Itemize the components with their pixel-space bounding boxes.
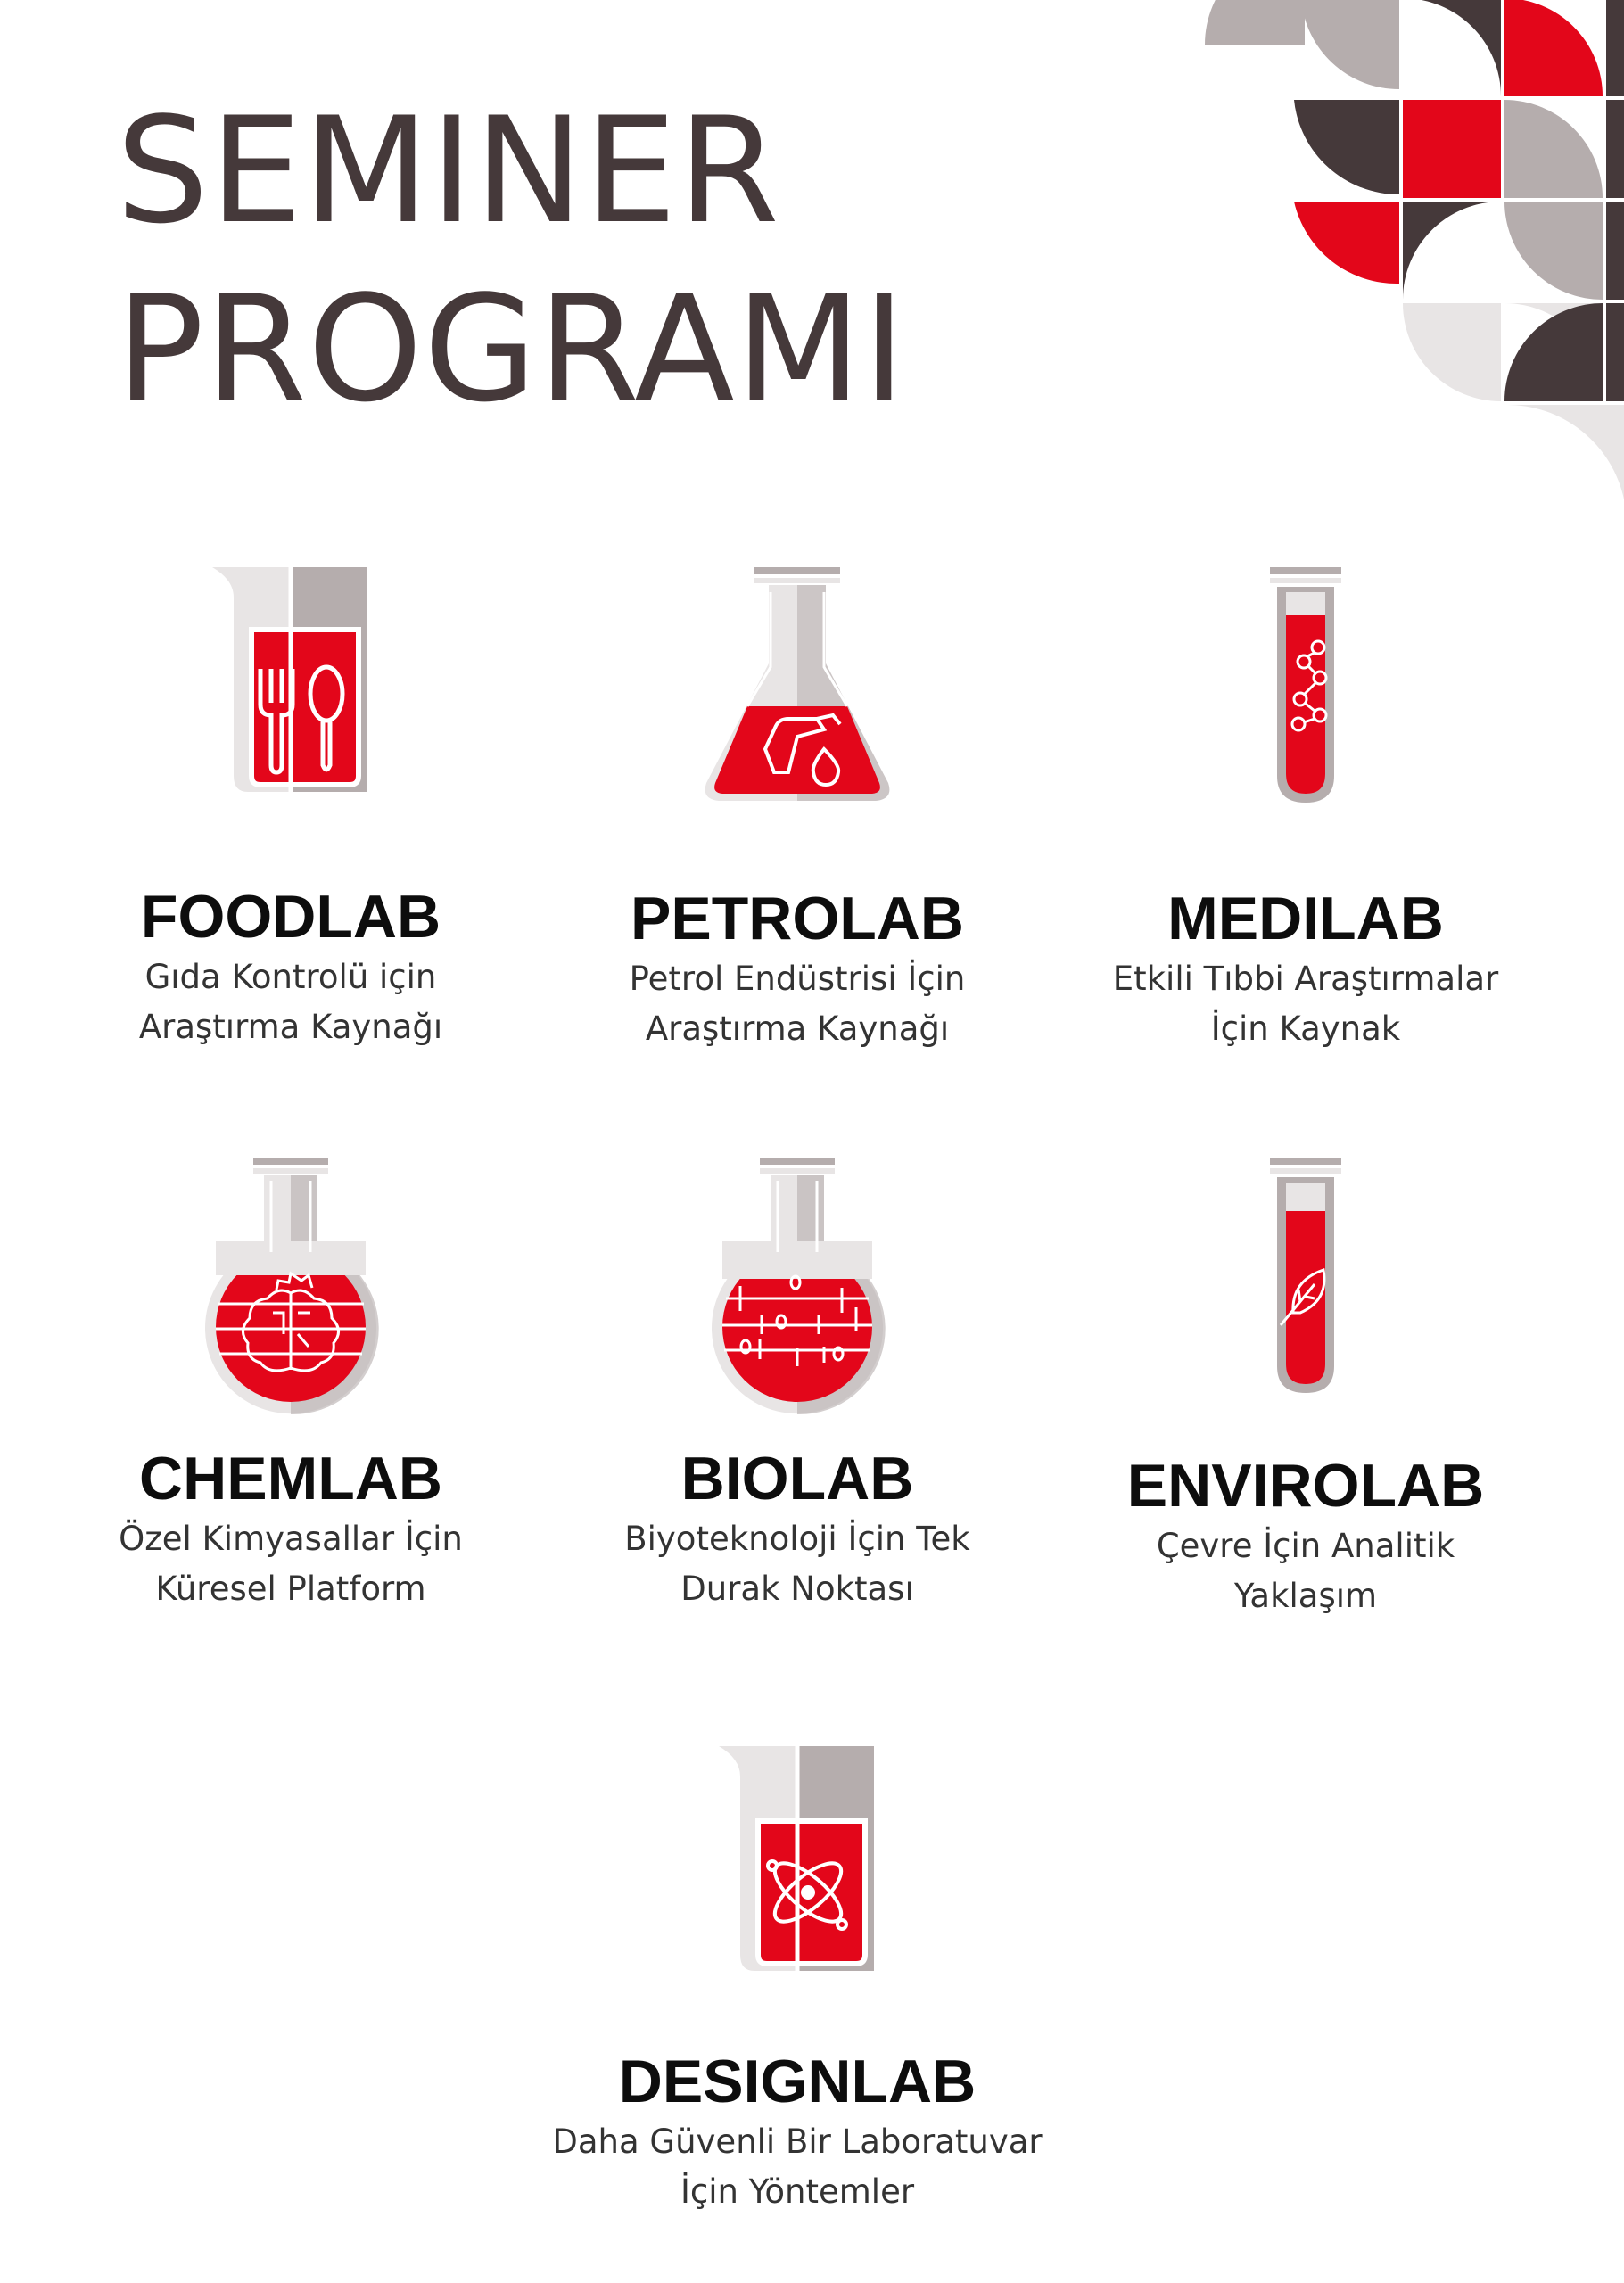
lab-name: DESIGNLAB [618, 2048, 977, 2115]
lab-description [1056, 954, 1555, 1054]
lab-description-line: Çevre İçin Analitik [1156, 1527, 1455, 1565]
round-flask-binary-icon [708, 1156, 886, 1418]
beaker-atom-icon [708, 1741, 886, 1973]
lab-name: BIOLAB [680, 1445, 914, 1512]
round-flask-brain-icon [202, 1156, 380, 1418]
lab-description [548, 2117, 1047, 2217]
lab-description-line: Biyoteknoloji İçin Tek [624, 1520, 970, 1558]
lab-description-line: Yaklaşım [1233, 1577, 1378, 1615]
lab-envirolab [1056, 1156, 1555, 1621]
lab-description-line: Araştırma Kaynağı [138, 1008, 443, 1046]
lab-description-line: Petrol Endüstrisi İçin [629, 960, 966, 998]
lab-biolab [548, 1156, 1047, 1614]
lab-medilab [1056, 565, 1555, 1054]
lab-foodlab [41, 562, 540, 1052]
lab-description [548, 954, 1047, 1054]
page-title [116, 82, 906, 439]
lab-description-line: Araştırma Kaynağı [645, 1010, 950, 1048]
lab-name: ENVIROLAB [1126, 1452, 1485, 1520]
lab-description [1056, 1521, 1555, 1621]
lab-name: CHEMLAB [139, 1445, 442, 1512]
test-tube-molecule-icon [1261, 565, 1350, 806]
lab-description [41, 1514, 540, 1614]
lab-description-line: Durak Noktası [680, 1570, 914, 1608]
lab-chemlab [41, 1156, 540, 1614]
lab-description-line: Daha Güvenli Bir Laboratuvar [552, 2122, 1043, 2161]
page-title-line: SEMINER [116, 86, 780, 256]
beaker-fork-spoon-icon [202, 562, 380, 794]
lab-name: PETROLAB [631, 885, 964, 952]
lab-description-line: İçin Yöntemler [680, 2172, 915, 2211]
decorative-mosaic [1205, 0, 1624, 499]
lab-description-line: Küresel Platform [155, 1570, 426, 1608]
lab-description [548, 1514, 1047, 1614]
lab-description-line: Özel Kimyasallar İçin [119, 1520, 463, 1558]
lab-name: FOODLAB [140, 883, 441, 951]
lab-designlab [548, 1741, 1047, 2217]
test-tube-leaf-icon [1261, 1156, 1350, 1397]
lab-description [41, 952, 540, 1052]
page-title-line: PROGRAMI [116, 264, 907, 434]
lab-description-line: İçin Kaynak [1210, 1010, 1401, 1048]
lab-petrolab [548, 565, 1047, 1054]
lab-description-line: Gıda Kontrolü için [144, 958, 437, 996]
lab-name: MEDILAB [1167, 885, 1444, 952]
lab-description-line: Etkili Tıbbi Araştırmalar [1112, 960, 1499, 998]
flask-fuel-nozzle-icon [699, 565, 895, 806]
